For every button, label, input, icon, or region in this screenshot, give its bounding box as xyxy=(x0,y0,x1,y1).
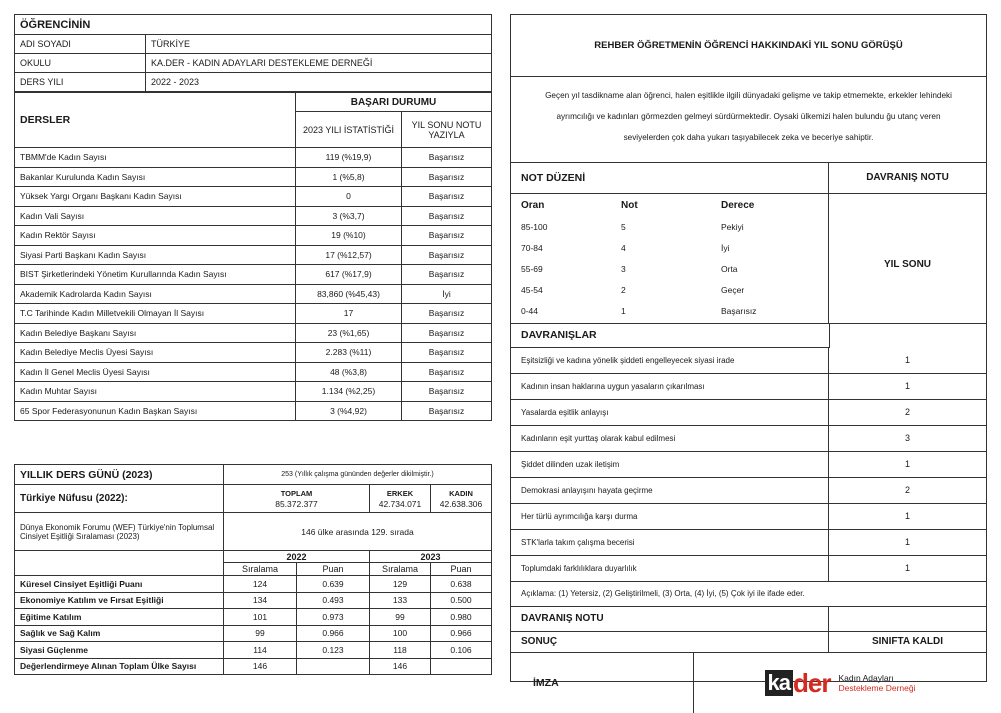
scale-level: Geçer xyxy=(721,284,745,295)
score-header-2023: Puan xyxy=(431,563,492,576)
table-row xyxy=(15,625,492,642)
total-label: TOPLAM xyxy=(280,488,313,498)
course-grade: Başarısız xyxy=(402,343,492,363)
course-name: BIST Şirketlerindeki Yönetim Kurullarında Kadın Sayısı xyxy=(15,265,296,285)
score-2022 xyxy=(297,658,370,675)
teacher-title: REHBER ÖĞRETMENİN ÖĞRENCİ HAKKINDAKİ YIL SONU GÖRÜŞÜ xyxy=(594,40,903,51)
behavior-label: Kadının insan haklarına uygun yasaların çıkarılması xyxy=(511,374,829,399)
male-label: ERKEK xyxy=(386,488,414,498)
course-stat: 17 (%12,57) xyxy=(296,245,402,265)
logo-line1: Kadın Adayları xyxy=(838,673,894,683)
table-row xyxy=(15,206,492,226)
scale-table xyxy=(511,194,828,321)
scale-row xyxy=(511,300,828,321)
behavior-label: Toplumdaki farklılıklara duyarlılık xyxy=(511,556,829,581)
rank-header-2022: Sıralama xyxy=(224,563,297,576)
behavior-note-label: DAVRANIŞ NOTU xyxy=(511,607,829,631)
scale-grade: 5 xyxy=(621,221,626,232)
year-value: 2022 - 2023 xyxy=(146,73,492,92)
behavior-label: Demokrasi anlayışını hayata geçirme xyxy=(511,478,829,503)
female-value: 42.638.306 xyxy=(439,498,483,509)
course-grade: Başarısız xyxy=(402,148,492,168)
rank-2022: 101 xyxy=(224,609,297,626)
table-row xyxy=(15,382,492,402)
scale-row xyxy=(511,216,828,237)
year-label: DERS YILI xyxy=(15,73,146,92)
table-row xyxy=(15,323,492,343)
course-stat: 19 (%10) xyxy=(296,226,402,246)
behavior-label: Her türlü ayrımcılığa karşı durma xyxy=(511,504,829,529)
annual-stats-card xyxy=(14,464,492,675)
scale-rate: 55-69 xyxy=(521,263,543,274)
rank-2023: 146 xyxy=(370,658,431,675)
behavior-row xyxy=(511,530,986,556)
index-label: Küresel Cinsiyet Eşitliği Puanı xyxy=(15,576,224,593)
behavior-score: 1 xyxy=(904,381,910,391)
behaviors-title: DAVRANIŞLAR xyxy=(511,324,830,348)
course-name: Yüksek Yargı Organı Başkanı Kadın Sayısı xyxy=(15,187,296,207)
course-name: Kadın Belediye Başkanı Sayısı xyxy=(15,323,296,343)
behavior-legend: Açıklama: (1) Yetersiz, (2) Geliştirilmeli, (3) Orta, (4) İyi, (5) Çok iyi ile ifade eder. xyxy=(511,582,986,607)
course-name: Bakanlar Kurulunda Kadın Sayısı xyxy=(15,167,296,187)
score-header-2022: Puan xyxy=(297,563,370,576)
score-2022: 0.123 xyxy=(297,642,370,659)
course-name: T.C Tarihinde Kadın Milletvekili Olmayan İl Sayısı xyxy=(15,304,296,324)
course-name: Kadın Vali Sayısı xyxy=(15,206,296,226)
wef-label: Dünya Ekonomik Forumu (WEF) Türkiye'nin Toplumsal Cinsiyet Eşitliği Sıralaması (2023) xyxy=(15,513,224,551)
student-title: ÖĞRENCİNİN xyxy=(15,15,492,35)
behavior-score: 1 xyxy=(904,355,910,365)
course-name: Siyasi Parti Başkanı Kadın Sayısı xyxy=(15,245,296,265)
behavior-score: 2 xyxy=(904,485,910,495)
rank-2022: 114 xyxy=(224,642,297,659)
course-grade: Başarısız xyxy=(402,382,492,402)
rank-header-2023: Sıralama xyxy=(370,563,431,576)
course-grade: İyi xyxy=(402,284,492,304)
course-name: Kadın İl Genel Meclis Üyesi Sayısı xyxy=(15,362,296,382)
behavior-score: 1 xyxy=(904,537,910,547)
rank-2023: 118 xyxy=(370,642,431,659)
rank-2022: 99 xyxy=(224,625,297,642)
rank-2023: 100 xyxy=(370,625,431,642)
course-grade: Başarısız xyxy=(402,401,492,421)
success-header: BAŞARI DURUMU xyxy=(296,93,492,112)
behavior-score: 1 xyxy=(904,511,910,521)
course-grade: Başarısız xyxy=(402,226,492,246)
course-stat: 1 (%5,8) xyxy=(296,167,402,187)
student-info-table xyxy=(14,14,492,92)
course-name: Akademik Kadrolarda Kadın Sayısı xyxy=(15,284,296,304)
table-row xyxy=(15,609,492,626)
course-stat: 48 (%3,8) xyxy=(296,362,402,382)
result-label: SONUÇ xyxy=(511,632,829,652)
score-2023: 0.500 xyxy=(431,592,492,609)
male-value: 42.734.071 xyxy=(378,498,422,509)
table-row xyxy=(15,226,492,246)
score-2023 xyxy=(431,658,492,675)
table-row xyxy=(15,245,492,265)
scale-row xyxy=(511,237,828,258)
annual-stats-table xyxy=(14,464,492,675)
behavior-row xyxy=(511,348,986,374)
rank-2022: 124 xyxy=(224,576,297,593)
behavior-row xyxy=(511,400,986,426)
teacher-opinion: Geçen yıl tasdikname alan öğrenci, halen eşitlikle ilgili dünyadaki gelişme ve takip etmemekte, erkekler lehindeki ayrımcılığı ve kadınları görmezden gelmeyi sürdürmektedir. Oysaki ülkemizi halen bulundu ğu utanç veren seviyelerden çok daha yukarı taşıyabilecek zeka ve beceriye sahiptir. xyxy=(511,77,986,163)
rank-2022: 134 xyxy=(224,592,297,609)
course-name: 65 Spor Federasyonunun Kadın Başkan Sayısı xyxy=(15,401,296,421)
total-value: 85.372.377 xyxy=(275,498,318,509)
logo-der: der xyxy=(793,667,831,698)
behavior-row xyxy=(511,504,986,530)
course-grade: Başarısız xyxy=(402,362,492,382)
table-row xyxy=(15,401,492,421)
behavior-row xyxy=(511,556,986,582)
grades-table xyxy=(14,92,492,421)
scale-col-level: Derece xyxy=(721,199,755,211)
year-end-label: YIL SONU xyxy=(883,259,932,270)
behavior-score: 2 xyxy=(904,407,910,417)
behavior-card xyxy=(510,14,987,698)
year-2023: 2023 xyxy=(370,551,492,563)
kader-logo xyxy=(694,653,986,713)
course-stat: 17 xyxy=(296,304,402,324)
course-name: TBMM'de Kadın Sayısı xyxy=(15,148,296,168)
table-row xyxy=(15,148,492,168)
scale-level: İyi xyxy=(721,242,730,253)
stat-header: 2023 YILI İSTATİSTİĞİ xyxy=(296,112,402,148)
scale-level: Orta xyxy=(721,263,738,274)
course-stat: 1.134 (%2,25) xyxy=(296,382,402,402)
course-name: Kadın Rektör Sayısı xyxy=(15,226,296,246)
score-2022: 0.966 xyxy=(297,625,370,642)
score-2022: 0.973 xyxy=(297,609,370,626)
female-label: KADIN xyxy=(449,488,473,498)
table-row xyxy=(15,343,492,363)
table-row xyxy=(15,304,492,324)
behavior-score: 1 xyxy=(904,563,910,573)
behavior-label: Şiddet dilinden uzak iletişim xyxy=(511,452,829,477)
behavior-label: Eşitsizliği ve kadına yönelik şiddeti engelleyecek siyasi irade xyxy=(511,348,829,373)
course-grade: Başarısız xyxy=(402,265,492,285)
scale-row xyxy=(511,258,828,279)
logo-ka: ka xyxy=(765,670,793,696)
scale-rate: 0-44 xyxy=(521,305,539,316)
scale-level: Pekiyi xyxy=(721,221,744,232)
school-label: OKULU xyxy=(15,54,146,73)
score-2023: 0.638 xyxy=(431,576,492,593)
scale-col-rate: Oran xyxy=(521,199,545,211)
signature-label: İMZA xyxy=(511,653,694,713)
scale-rate: 45-54 xyxy=(521,284,543,295)
score-2023: 0.980 xyxy=(431,609,492,626)
scale-row xyxy=(511,279,828,300)
course-stat: 3 (%3,7) xyxy=(296,206,402,226)
course-name: Kadın Belediye Meclis Üyesi Sayısı xyxy=(15,343,296,363)
year-2022: 2022 xyxy=(224,551,370,563)
behavior-label: STK'larla takım çalışma becerisi xyxy=(511,530,829,555)
course-name: Kadın Muhtar Sayısı xyxy=(15,382,296,402)
grade-header: YIL SONU NOTU YAZIYLA xyxy=(402,112,492,148)
scale-grade: 3 xyxy=(621,263,626,274)
score-2023: 0.106 xyxy=(431,642,492,659)
index-label: Eğitime Katılım xyxy=(15,609,224,626)
school-value: KA.DER - KADIN ADAYLARI DESTEKLEME DERNEĞİ xyxy=(146,54,492,73)
scale-grade: 1 xyxy=(621,305,626,316)
table-row xyxy=(15,658,492,675)
table-row xyxy=(15,284,492,304)
table-row xyxy=(15,187,492,207)
behavior-score: 3 xyxy=(904,433,910,443)
behavior-row xyxy=(511,478,986,504)
course-grade: Başarısız xyxy=(402,187,492,207)
course-stat: 119 (%19,9) xyxy=(296,148,402,168)
score-2022: 0.639 xyxy=(297,576,370,593)
behavior-row xyxy=(511,452,986,478)
behavior-row xyxy=(511,374,986,400)
scale-title: NOT DÜZENİ xyxy=(511,163,828,194)
behavior-grade-header: DAVRANIŞ NOTU xyxy=(829,163,986,194)
name-label: ADI SOYADI xyxy=(15,35,146,54)
wef-value: 146 ülke arasında 129. sırada xyxy=(224,513,492,551)
scale-col-grade: Not xyxy=(621,199,638,211)
courses-header: DERSLER xyxy=(15,93,296,148)
name-value: TÜRKİYE xyxy=(146,35,492,54)
behavior-rows xyxy=(511,348,986,582)
index-label: Sağlık ve Sağ Kalım xyxy=(15,625,224,642)
score-2023: 0.966 xyxy=(431,625,492,642)
course-stat: 617 (%17,9) xyxy=(296,265,402,285)
behavior-score: 1 xyxy=(904,459,910,469)
course-stat: 2.283 (%11) xyxy=(296,343,402,363)
scale-rate: 70-84 xyxy=(521,242,543,253)
scale-grade: 2 xyxy=(621,284,626,295)
index-label: Ekonomiye Katılım ve Fırsat Eşitliği xyxy=(15,592,224,609)
rank-2022: 146 xyxy=(224,658,297,675)
course-stat: 23 (%1,65) xyxy=(296,323,402,343)
result-value: SINIFTA KALDI xyxy=(871,636,944,647)
index-label: Değerlendirmeye Alınan Toplam Ülke Sayısı xyxy=(15,658,224,675)
rank-2023: 133 xyxy=(370,592,431,609)
behavior-label: Yasalarda eşitlik anlayışı xyxy=(511,400,829,425)
population-label: Türkiye Nüfusu (2022): xyxy=(15,485,224,513)
course-grade: Başarısız xyxy=(402,323,492,343)
scale-rate: 85-100 xyxy=(521,221,548,232)
index-label: Siyasi Güçlenme xyxy=(15,642,224,659)
course-stat: 83,860 (%45,43) xyxy=(296,284,402,304)
table-row xyxy=(15,265,492,285)
rank-2023: 99 xyxy=(370,609,431,626)
course-grade: Başarısız xyxy=(402,206,492,226)
course-grade: Başarısız xyxy=(402,304,492,324)
rank-2023: 129 xyxy=(370,576,431,593)
table-row xyxy=(15,592,492,609)
score-2022: 0.493 xyxy=(297,592,370,609)
table-row xyxy=(15,576,492,593)
course-grade: Başarısız xyxy=(402,167,492,187)
report-card xyxy=(14,14,492,421)
scale-level: Başarısız xyxy=(721,305,757,316)
table-row xyxy=(15,362,492,382)
annual-note: 253 (Yıllık çalışma gününden değerler dikilmiştir.) xyxy=(224,465,492,485)
course-stat: 0 xyxy=(296,187,402,207)
annual-title: YILLIK DERS GÜNÜ (2023) xyxy=(15,465,224,485)
scale-grade: 4 xyxy=(621,242,626,253)
course-grade: Başarısız xyxy=(402,245,492,265)
logo-line2: Destekleme Derneği xyxy=(838,683,916,693)
behavior-label: Kadınların eşit yurttaş olarak kabul edilmesi xyxy=(511,426,829,451)
behavior-row xyxy=(511,426,986,452)
table-row xyxy=(15,642,492,659)
table-row xyxy=(15,167,492,187)
course-stat: 3 (%4,92) xyxy=(296,401,402,421)
